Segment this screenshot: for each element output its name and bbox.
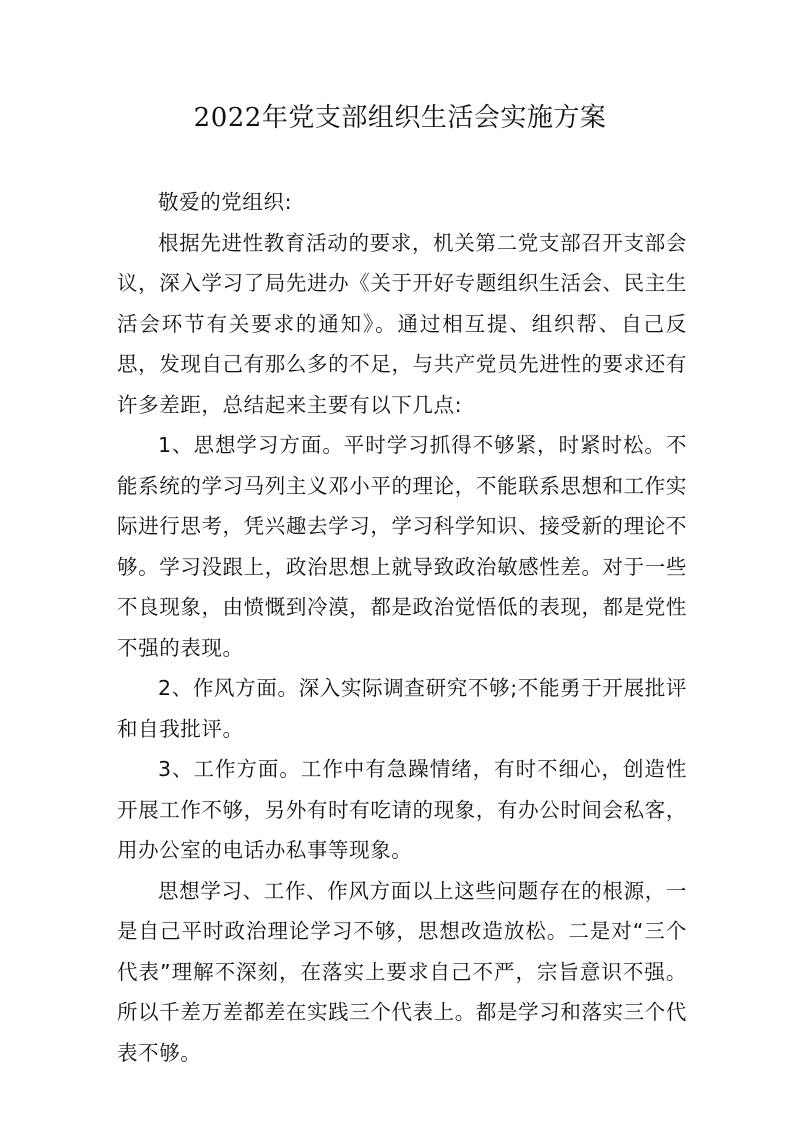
point-2-paragraph: 2、作风方面。深入实际调查研究不够;不能勇于开展批评和自我批评。 bbox=[117, 676, 687, 741]
intro-paragraph: 根据先进性教育活动的要求，机关第二党支部召开支部会议，深入学习了局先进办《关于开好专题组织生活会、民主生活会环节有关要求的通知》。通过相互提、组织帮、自己反思，发现自己有那么多的不足，与共产党员先进性的要求还有许多差距，总结起来主要有以下几点: bbox=[117, 230, 687, 417]
point-3-paragraph: 3、工作方面。工作中有急躁情绪，有时不细心，创造性开展工作不够，另外有时有吃请的现象，有办公时间会私客，用办公室的电话办私事等现象。 bbox=[117, 757, 687, 862]
document-title: 2022年党支部组织生活会实施方案 bbox=[193, 103, 607, 133]
document-body bbox=[117, 182, 687, 1073]
salutation: 敬爱的党组织: bbox=[158, 190, 293, 214]
point-1-paragraph: 1、思想学习方面。平时学习抓得不够紧，时紧时松。不能系统的学习马列主义邓小平的理论，不能联系思想和工作实际进行思考，凭兴趣去学习，学习科学知识、接受新的理论不够。学习没跟上，政治思想上就导致政治敏感性差。对于一些不良现象，由愤慨到冷漠，都是政治觉悟低的表现，都是党性不强的表现。 bbox=[117, 433, 687, 660]
root-cause-paragraph: 思想学习、工作、作风方面以上这些问题存在的根源，一是自己平时政治理论学习不够，思想改造放松。二是对“三个代表”理解不深刻，在落实上要求自己不严，宗旨意识不强。所以千差万差都差在实践三个代表上。都是学习和落实三个代表不够。 bbox=[117, 878, 687, 1065]
